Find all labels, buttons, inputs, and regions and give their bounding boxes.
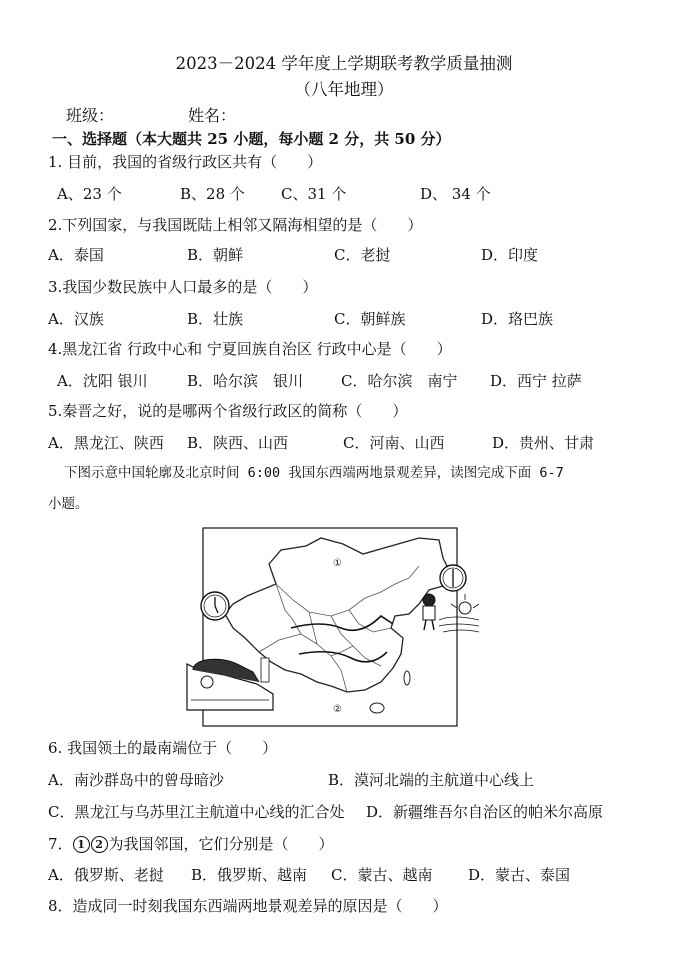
q4-option-c: C．哈尔滨 南宁 bbox=[341, 372, 458, 390]
q2-option-b: B．朝鲜 bbox=[187, 246, 244, 264]
q1-stem: 1. 目前，我国的省级行政区共有（ ） bbox=[48, 153, 323, 171]
q7-stem-text: 为我国邻国，它们分别是（ ） bbox=[108, 835, 334, 853]
class-label: 班级： bbox=[66, 106, 115, 125]
q4-option-b: B．哈尔滨 银川 bbox=[187, 372, 304, 390]
q6-option-d: D．新疆维吾尔自治区的帕米尔高原 bbox=[366, 803, 604, 821]
q7-option-d: D．蒙古、泰国 bbox=[468, 866, 571, 884]
q2-stem: 2.下列国家，与我国既陆上相邻又隔海相望的是（ ） bbox=[48, 216, 423, 234]
q1-option-b: B、28 个 bbox=[180, 185, 245, 203]
q7-option-a: A．俄罗斯、老挝 bbox=[48, 866, 164, 884]
q3-stem: 3.我国少数民族中人口最多的是（ ） bbox=[48, 278, 318, 296]
q6-stem: 6. 我国领土的最南端位于（ ） bbox=[48, 739, 278, 757]
q4-stem: 4.黑龙江省 行政中心和 宁夏回族自治区 行政中心是（ ） bbox=[48, 340, 452, 358]
q7-number: 7． bbox=[48, 835, 73, 853]
q2-option-c: C．老挝 bbox=[334, 246, 391, 264]
q4-option-d: D．西宁 拉萨 bbox=[490, 372, 582, 390]
neighbor-1-marker: 1 bbox=[73, 836, 90, 853]
q5-option-a: A．黑龙江、陕西 bbox=[48, 434, 164, 452]
q3-option-a: A．汉族 bbox=[48, 310, 104, 328]
q3-option-c: C．朝鲜族 bbox=[334, 310, 406, 328]
q2-option-a: A．泰国 bbox=[48, 246, 104, 264]
q7-stem bbox=[48, 834, 334, 854]
neighbor-2-marker: 2 bbox=[91, 836, 108, 853]
q5-option-d: D．贵州、甘肃 bbox=[492, 434, 595, 452]
figure-intro-line2: 小题。 bbox=[48, 496, 89, 512]
q2-option-d: D．印度 bbox=[481, 246, 539, 264]
section-heading: 一、选择题（本大题共 25 小题，每小题 2 分，共 50 分） bbox=[52, 130, 451, 148]
q1-option-a: A、23 个 bbox=[57, 185, 122, 203]
q4-option-a: A．沈阳 银川 bbox=[57, 372, 148, 390]
q5-stem: 5.秦晋之好，说的是哪两个省级行政区的简称（ ） bbox=[48, 402, 408, 420]
q3-option-d: D．珞巴族 bbox=[481, 310, 554, 328]
q6-option-b: B．漠河北端的主航道中心线上 bbox=[328, 771, 535, 789]
q5-option-b: B．陕西、山西 bbox=[187, 434, 289, 452]
q3-option-b: B．壮族 bbox=[187, 310, 244, 328]
q1-option-d: D、 34 个 bbox=[420, 185, 491, 203]
q8-stem: 8．造成同一时刻我国东西端两地景观差异的原因是（ ） bbox=[48, 897, 448, 915]
q1-option-c: C、31 个 bbox=[281, 185, 347, 203]
china-outline-map bbox=[181, 524, 479, 730]
exam-title: 2023－2024 学年度上学期联考教学质量抽测 bbox=[175, 54, 513, 73]
figure-intro-line1: 下图示意中国轮廓及北京时间 6:00 我国东西端两地景观差异，读图完成下面 6-7 bbox=[64, 465, 564, 481]
q7-option-c: C．蒙古、越南 bbox=[331, 866, 433, 884]
q6-option-a: A．南沙群岛中的曾母暗沙 bbox=[48, 771, 224, 789]
map-label-2: ② bbox=[333, 704, 342, 715]
q7-option-b: B．俄罗斯、越南 bbox=[191, 866, 308, 884]
name-label: 姓名： bbox=[188, 106, 237, 125]
q5-option-c: C．河南、山西 bbox=[343, 434, 445, 452]
q6-option-c: C．黑龙江与乌苏里江主航道中心线的汇合处 bbox=[48, 803, 345, 821]
map-label-1: ① bbox=[333, 558, 342, 569]
exam-subtitle: （八年地理） bbox=[294, 80, 394, 99]
